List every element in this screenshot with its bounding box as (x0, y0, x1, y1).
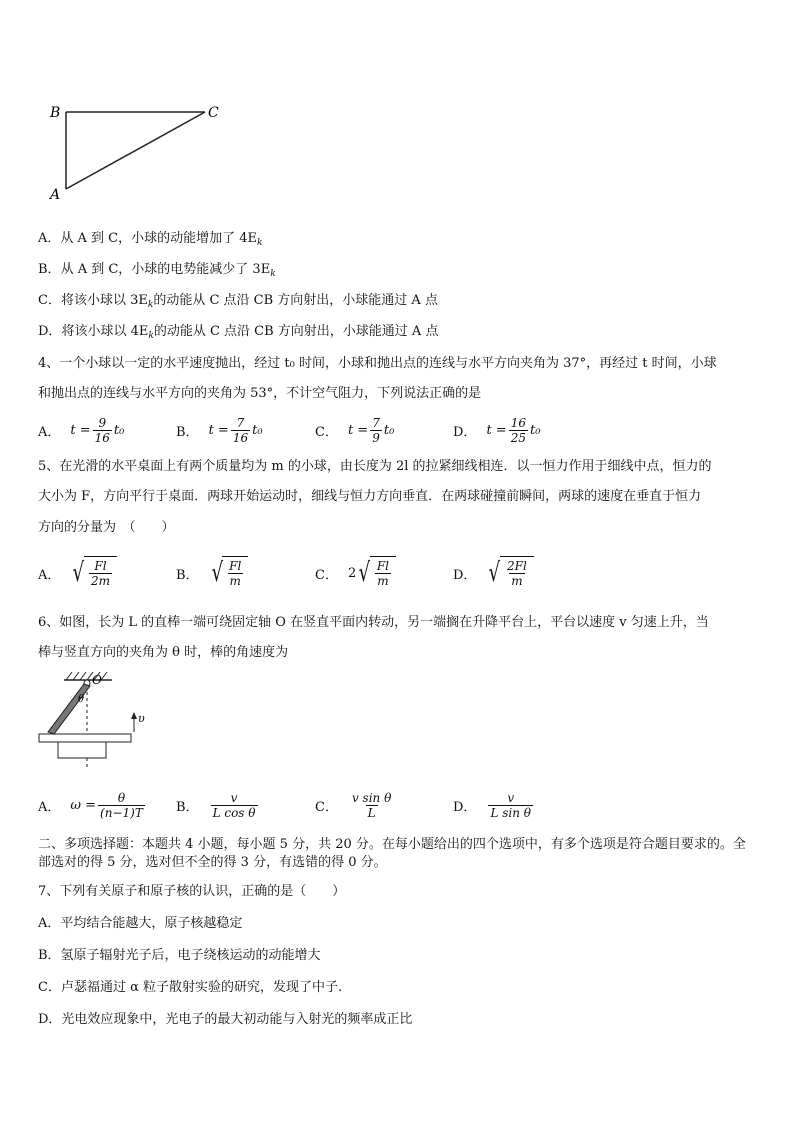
vertex-b-label: B (50, 105, 61, 121)
q4-option-c: C． t = $\frac{7}{9}$ t₀ (315, 415, 395, 445)
triangle-abc-figure (40, 95, 240, 205)
vertex-c-label: C (208, 105, 219, 121)
rotating-rod-figure (36, 668, 146, 778)
q7-option-b: B．氢原子辐射光子后，电子绕核运动的动能增大 (38, 948, 321, 963)
q4-option-b: B． t = $\frac{7}{16}$ t₀ (176, 415, 263, 445)
q4-stem-line1: 4、一个小球以一定的水平速度抛出，经过 t₀ 时间，小球和抛出点的连线与水平方向夹角为 37°，再经过 t 时间，小球 (38, 356, 717, 371)
q6-stem-line2: 棒与竖直方向的夹角为 θ 时，棒的角速度为 (38, 645, 289, 660)
q4-option-a: A． t = $\frac{9}{16}$ t₀ (38, 415, 125, 445)
velocity-v-label: υ (138, 712, 145, 725)
q5-option-b: B． √ $\frac{Fl}{m}$ (176, 553, 248, 593)
q7-stem: 7、下列有关原子和原子核的认识，正确的是（ ） (38, 884, 346, 899)
pivot-o-label: O (92, 673, 102, 687)
q5-stem-line3: 方向的分量为 （ ） (38, 520, 175, 535)
q4-stem-line2: 和抛出点的连线与水平方向的夹角为 53°，不计空气阻力，下列说法正确的是 (38, 386, 482, 401)
section-2-instructions: 二、多项选择题：本题共 4 小题，每小题 5 分，共 20 分。在每小题给出的四个选项中，有多个选项是符合题目要求的。全部选对的得 5 分，选对但不全的得 3 分，有选错的得 0 分。 (38, 837, 746, 870)
q4-option-d: D． t = $\frac{16}{25}$ t₀ (453, 415, 541, 445)
q3-option-b: B．从 A 到 C，小球的电势能减少了 $3E_k$ (38, 262, 276, 279)
q5-option-d: D． √ $\frac{2Fl}{m}$ (453, 553, 534, 593)
vertex-a-label: A (50, 187, 61, 203)
q5-option-a: A． √ $\frac{Fl}{2m}$ (38, 553, 117, 593)
q7-option-d: D．光电效应现象中，光电子的最大初动能与入射光的频率成正比 (38, 1012, 413, 1027)
theta-label: θ (78, 694, 85, 705)
q7-option-c: C．卢瑟福通过 α 粒子散射实验的研究，发现了中子. (38, 980, 343, 995)
q6-option-c: C． $\frac{\text{v sin θ}}{L}$ (315, 790, 392, 820)
q5-stem-line1: 5、在光滑的水平桌面上有两个质量均为 m 的小球，由长度为 2l 的拉紧细线相连．以一恒力作用于细线中点，恒力的 (38, 459, 712, 474)
q6-stem-line1: 6、如图，长为 L 的直棒一端可绕固定轴 O 在竖直平面内转动，另一端搁在升降平台上，平台以速度 v 匀速上升，当 (38, 615, 709, 630)
q6-option-b: B． $\frac{v}{\text{L cos θ}}$ (176, 790, 256, 820)
q3-option-d: D．将该小球以 $4E_k$的动能从 C 点沿 CB 方向射出，小球能通过 A 点 (38, 324, 439, 341)
q5-stem-line2: 大小为 F，方向平行于桌面．两球开始运动时，细线与恒力方向垂直．在两球碰撞前瞬间，两球的速度在垂直于恒力 (38, 489, 702, 504)
q6-option-d: D． $\frac{v}{\text{L sin θ}}$ (453, 790, 531, 820)
q3-option-a: A．从 A 到 C，小球的动能增加了 $4E_k$ (38, 231, 263, 248)
q5-option-c: C． 2 √ $\frac{Fl}{m}$ (315, 553, 396, 593)
q6-option-a: A． ω = $\frac{\theta}{(n-1)T}$ (38, 790, 143, 820)
q7-option-a: A．平均结合能越大，原子核越稳定 (38, 916, 243, 931)
q3-option-c: C．将该小球以 $3E_k$的动能从 C 点沿 CB 方向射出，小球能通过 A 点 (38, 293, 438, 310)
